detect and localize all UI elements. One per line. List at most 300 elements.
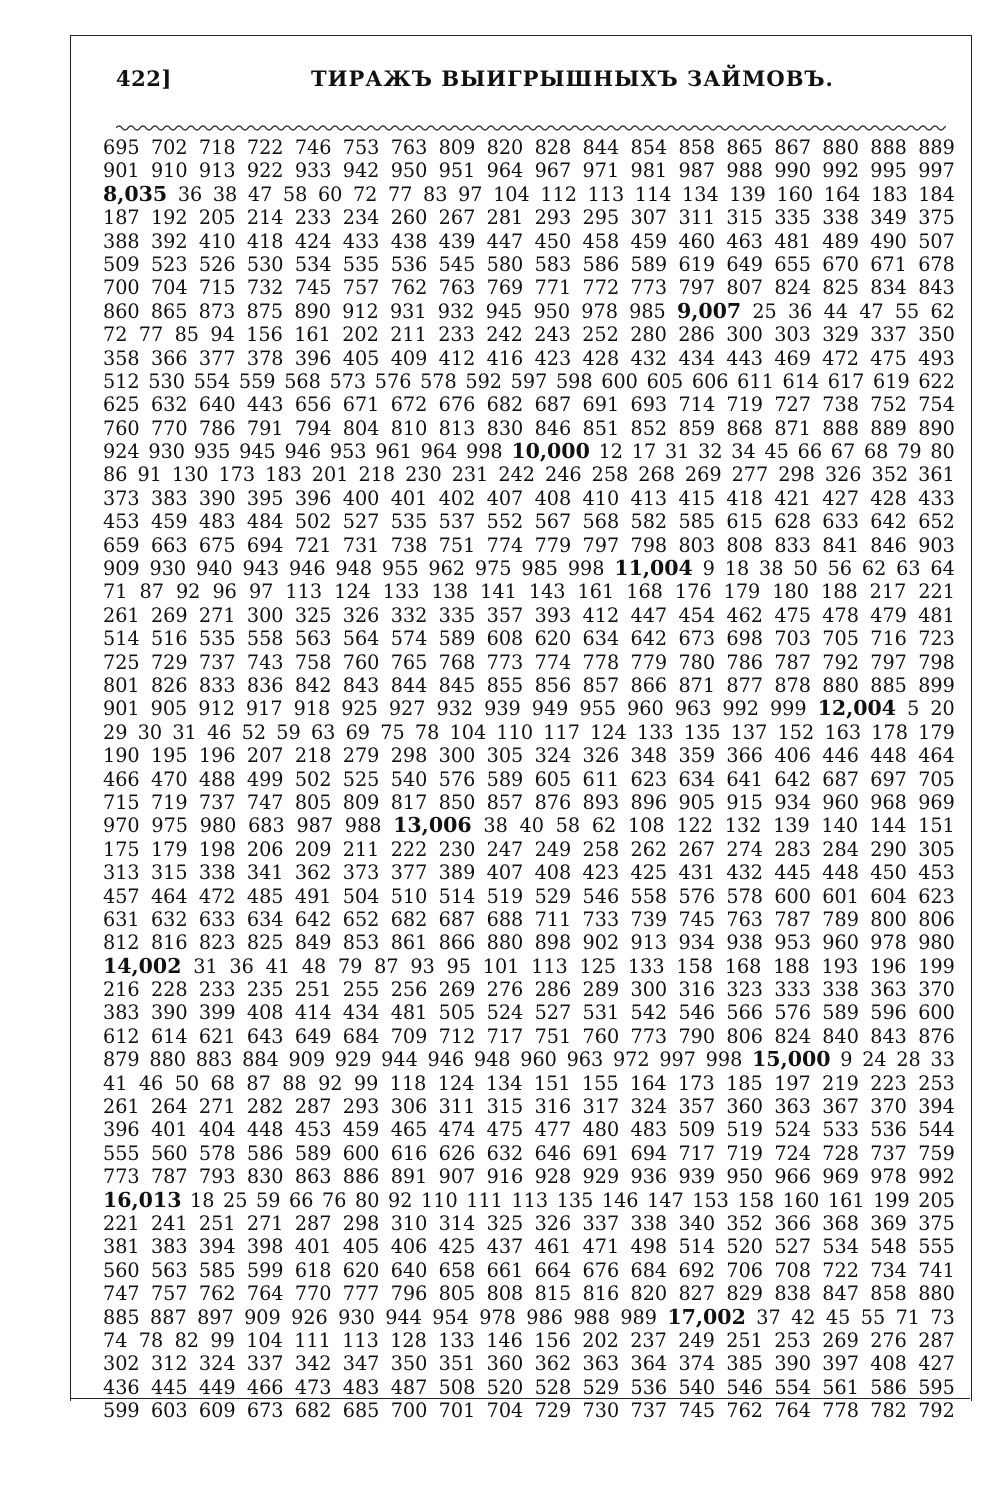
number-entry: 534	[294, 252, 332, 276]
number-entry: 614	[150, 1024, 188, 1048]
number-entry: 560	[103, 1258, 140, 1282]
number-entry: 530	[148, 369, 185, 393]
number-entry: 305	[918, 837, 955, 861]
number-entry: 760	[342, 650, 380, 674]
number-entry: 603	[150, 1399, 188, 1423]
number-entry: 450	[870, 861, 907, 885]
number-entry: 134	[682, 182, 719, 206]
number-entry: 507	[918, 229, 955, 253]
number-entry: 747	[103, 1282, 140, 1306]
number-entry: 757	[150, 1282, 188, 1306]
number-entry: 779	[630, 650, 668, 674]
number-entry: 216	[103, 978, 140, 1002]
number-entry: 954	[432, 1305, 469, 1329]
number-entry: 209	[294, 837, 332, 861]
number-entry: 729	[534, 1399, 572, 1423]
number-entry: 691	[582, 1141, 620, 1165]
number-entry: 436	[103, 1375, 140, 1399]
number-entry: 800	[870, 907, 907, 931]
number-entry: 960	[822, 790, 859, 814]
number-entry: 540	[390, 767, 428, 791]
number-entry: 843	[918, 276, 955, 300]
number-entry: 16,013	[103, 1187, 182, 1212]
number-entry: 219	[822, 1071, 859, 1095]
number-entry: 842	[294, 673, 332, 697]
number-entry: 705	[822, 627, 859, 651]
number-entry: 722	[822, 1258, 859, 1282]
number-entry: 986	[526, 1305, 563, 1329]
number-entry: 833	[198, 673, 236, 697]
number-entry: 857	[486, 790, 524, 814]
number-entry: 124	[437, 1071, 475, 1095]
number-entry: 335	[438, 603, 476, 627]
number-entry: 798	[630, 533, 668, 557]
number-entry: 967	[534, 159, 572, 183]
number-entry: 871	[774, 416, 811, 440]
number-entry: 246	[545, 463, 582, 487]
number-entry: 611	[737, 369, 774, 393]
number-row	[103, 393, 955, 416]
number-entry: 933	[294, 159, 332, 183]
number-entry: 71	[895, 1305, 920, 1329]
number-entry: 888	[870, 136, 907, 159]
number-entry: 612	[103, 1024, 140, 1048]
number-entry: 880	[822, 673, 859, 697]
number-entry: 939	[678, 1165, 716, 1189]
number-entry: 946	[288, 557, 326, 581]
number-entry: 568	[284, 369, 321, 393]
number-entry: 964	[420, 440, 458, 464]
number-entry: 672	[390, 393, 428, 417]
number-entry: 849	[294, 931, 332, 955]
number-entry: 418	[246, 229, 284, 253]
number-entry: 311	[678, 206, 716, 230]
number-row	[103, 1306, 955, 1329]
number-entry: 751	[534, 1024, 572, 1048]
number-entry: 199	[873, 1188, 910, 1212]
number-entry: 281	[486, 206, 524, 230]
number-entry: 337	[246, 1352, 284, 1376]
number-entry: 702	[150, 136, 188, 159]
number-entry: 325	[294, 603, 332, 627]
number-entry: 415	[678, 486, 716, 510]
number-entry: 36	[787, 299, 813, 323]
number-entry: 975	[474, 557, 512, 581]
number-entry: 233	[198, 978, 236, 1002]
number-entry: 560	[150, 1141, 188, 1165]
number-entry: 352	[726, 1211, 764, 1235]
number-entry: 158	[737, 1188, 775, 1212]
number-row	[103, 651, 955, 674]
number-entry: 287	[918, 1328, 955, 1352]
number-entry: 981	[630, 159, 668, 183]
number-entry: 298	[390, 744, 428, 768]
number-entry: 83	[423, 182, 448, 206]
number-entry: 276	[870, 1328, 907, 1352]
number-entry: 780	[678, 650, 716, 674]
number-entry: 992	[722, 697, 759, 721]
number-entry: 633	[198, 907, 236, 931]
number-entry: 485	[246, 884, 284, 908]
number-entry: 963	[566, 1048, 604, 1072]
number-entry: 448	[822, 861, 859, 885]
number-entry: 614	[782, 369, 820, 393]
number-entry: 237	[630, 1328, 667, 1352]
number-row	[103, 1282, 955, 1305]
number-entry: 512	[103, 369, 140, 393]
number-entry: 277	[731, 463, 769, 487]
number-entry: 773	[486, 650, 524, 674]
number-entry: 62	[591, 814, 617, 838]
number-entry: 405	[342, 1235, 380, 1259]
number-entry: 201	[311, 463, 349, 487]
number-entry: 632	[150, 393, 188, 417]
number-entry: 479	[870, 603, 907, 627]
number-entry: 887	[150, 1305, 187, 1329]
number-entry: 400	[342, 486, 380, 510]
number-entry: 888	[822, 416, 859, 440]
number-entry: 583	[534, 252, 572, 276]
number-entry: 747	[246, 790, 284, 814]
number-entry: 871	[678, 673, 716, 697]
number-entry: 596	[870, 1001, 907, 1025]
number-entry: 425	[438, 1235, 476, 1259]
number-entry: 589	[294, 1141, 332, 1165]
number-entry: 743	[246, 650, 284, 674]
number-entry: 769	[486, 276, 524, 300]
number-entry: 992	[822, 159, 859, 183]
number-row	[103, 417, 955, 440]
number-entry: 62	[930, 299, 955, 323]
number-entry: 427	[918, 1352, 955, 1376]
number-entry: 41	[103, 1071, 128, 1095]
number-entry: 540	[678, 1375, 716, 1399]
number-entry: 971	[582, 159, 620, 183]
number-entry: 924	[103, 440, 140, 464]
number-entry: 533	[822, 1118, 859, 1142]
number-entry: 737	[630, 1399, 668, 1423]
number-entry: 774	[486, 533, 524, 557]
number-entry: 217	[869, 580, 907, 604]
number-entry: 117	[543, 720, 580, 744]
number-entry: 46	[138, 1071, 164, 1095]
number-entry: 443	[726, 346, 764, 370]
number-entry: 252	[582, 323, 619, 347]
number-entry: 930	[149, 557, 187, 581]
number-entry: 287	[294, 1095, 332, 1119]
number-entry: 876	[534, 790, 572, 814]
number-entry: 673	[678, 627, 716, 651]
number-row	[103, 1352, 955, 1375]
number-entry: 326	[824, 463, 862, 487]
number-entry: 434	[342, 1001, 380, 1025]
number-entry: 998	[567, 557, 605, 581]
number-entry: 493	[918, 346, 955, 370]
number-entry: 280	[630, 323, 667, 347]
number-entry: 377	[198, 346, 236, 370]
number-entry: 269	[684, 463, 722, 487]
number-entry: 325	[486, 1211, 524, 1235]
number-entry: 555	[918, 1235, 955, 1259]
number-entry: 797	[678, 276, 716, 300]
number-entry: 972	[612, 1048, 650, 1072]
number-entry: 369	[870, 1211, 907, 1235]
number-entry: 978	[479, 1305, 516, 1329]
number-entry: 206	[246, 837, 284, 861]
number-entry: 357	[678, 1095, 716, 1119]
number-row	[103, 697, 955, 720]
number-entry: 853	[342, 931, 380, 955]
number-entry: 866	[630, 673, 668, 697]
number-entry: 350	[918, 323, 955, 347]
number-entry: 585	[198, 1258, 236, 1282]
number-entry: 326	[534, 1211, 572, 1235]
number-entry: 139	[773, 814, 810, 838]
number-entry: 134	[485, 1071, 523, 1095]
number-entry: 196	[198, 744, 236, 768]
number-entry: 315	[150, 861, 188, 885]
number-entry: 267	[678, 837, 716, 861]
number-entry: 787	[774, 650, 811, 674]
number-entry: 133	[627, 954, 665, 978]
number-entry: 891	[390, 1165, 428, 1189]
number-entry: 782	[870, 1399, 907, 1423]
number-entry: 29	[103, 720, 128, 744]
number-entry: 988	[726, 159, 764, 183]
number-entry: 390	[198, 486, 236, 510]
number-entry: 741	[918, 1258, 955, 1282]
number-entry: 840	[822, 1024, 859, 1048]
number-entry: 222	[390, 837, 428, 861]
page-number: 422]	[116, 66, 172, 91]
number-entry: 32	[698, 440, 723, 464]
number-entry: 778	[822, 1399, 859, 1423]
number-entry: 249	[678, 1328, 715, 1352]
number-entry: 770	[294, 1282, 332, 1306]
number-entry: 274	[726, 837, 764, 861]
number-entry: 768	[438, 650, 476, 674]
number-entry: 463	[726, 229, 764, 253]
number-entry: 179	[723, 580, 761, 604]
number-entry: 926	[291, 1305, 328, 1329]
number-entry: 375	[918, 206, 955, 230]
number-entry: 737	[198, 650, 236, 674]
number-entry: 823	[198, 931, 236, 955]
number-entry: 516	[150, 627, 188, 651]
number-entry: 88	[282, 1071, 307, 1095]
number-entry: 104	[493, 182, 530, 206]
number-entry: 447	[486, 229, 524, 253]
number-entry: 179	[150, 837, 188, 861]
number-entry: 850	[438, 790, 476, 814]
number-entry: 717	[486, 1024, 524, 1048]
number-entry: 546	[678, 1001, 716, 1025]
number-entry: 366	[150, 346, 188, 370]
number-entry: 631	[103, 907, 140, 931]
number-entry: 536	[630, 1375, 668, 1399]
number-entry: 211	[342, 837, 380, 861]
number-entry: 865	[726, 136, 764, 159]
number-entry: 752	[870, 393, 907, 417]
number-entry: 55	[860, 1305, 886, 1329]
number-entry: 718	[198, 136, 236, 159]
number-entry: 830	[246, 1165, 284, 1189]
number-entry: 293	[534, 206, 572, 230]
number-entry: 796	[390, 1282, 428, 1306]
number-entry: 729	[150, 650, 188, 674]
number-entry: 825	[822, 276, 859, 300]
number-entry: 338	[630, 1211, 668, 1235]
number-entry: 427	[822, 486, 859, 510]
number-entry: 124	[334, 580, 371, 604]
number-entry: 101	[482, 954, 520, 978]
number-entry: 642	[294, 907, 332, 931]
number-entry: 698	[726, 627, 764, 651]
number-entry: 363	[774, 1095, 811, 1119]
number-entry: 63	[896, 557, 921, 581]
number-entry: 773	[630, 1024, 668, 1048]
number-entry: 406	[390, 1235, 428, 1259]
number-entry: 298	[342, 1211, 380, 1235]
number-entry: 866	[438, 931, 476, 955]
number-entry: 368	[822, 1211, 859, 1235]
number-entry: 609	[198, 1399, 236, 1423]
number-entry: 812	[103, 931, 140, 955]
number-entry: 408	[534, 861, 572, 885]
number-entry: 205	[198, 206, 236, 230]
number-entry: 905	[150, 697, 188, 721]
number-entry: 526	[198, 252, 236, 276]
number-entry: 598	[555, 369, 593, 393]
number-entry: 374	[678, 1352, 716, 1376]
number-entry: 950	[533, 299, 571, 323]
number-entry: 465	[390, 1118, 428, 1142]
number-entry: 230	[438, 837, 476, 861]
bottom-rule	[70, 1398, 970, 1399]
number-entry: 326	[582, 744, 620, 768]
number-entry: 701	[438, 1399, 476, 1423]
number-entry: 916	[486, 1165, 524, 1189]
number-row	[103, 534, 955, 557]
number-entry: 885	[103, 1305, 140, 1329]
number-entry: 642	[630, 627, 668, 651]
number-entry: 514	[678, 1235, 716, 1259]
number-entry: 544	[918, 1118, 955, 1142]
number-entry: 487	[390, 1375, 428, 1399]
number-entry: 286	[534, 978, 572, 1002]
number-entry: 404	[198, 1118, 236, 1142]
number-entry: 704	[150, 276, 188, 300]
number-entry: 632	[150, 907, 188, 931]
number-entry: 68	[863, 440, 889, 464]
number-entry: 300	[246, 603, 284, 627]
number-entry: 918	[293, 697, 331, 721]
number-entry: 13,006	[393, 813, 472, 838]
number-entry: 390	[150, 1001, 188, 1025]
number-entry: 73	[930, 1305, 955, 1329]
number-entry: 233	[438, 323, 475, 347]
number-entry: 351	[438, 1352, 476, 1376]
number-entry: 502	[294, 510, 332, 534]
number-entry: 428	[870, 486, 907, 510]
number-entry: 459	[342, 1118, 380, 1142]
number-entry: 269	[150, 603, 188, 627]
number-entry: 574	[390, 627, 428, 651]
number-entry: 184	[918, 182, 955, 206]
number-entry: 9	[702, 557, 715, 581]
number-entry: 692	[678, 1258, 716, 1282]
number-entry: 589	[630, 252, 668, 276]
number-entry: 233	[294, 206, 332, 230]
number-entry: 287	[294, 1211, 332, 1235]
number-entry: 838	[774, 1282, 811, 1306]
number-entry: 235	[246, 978, 284, 1002]
number-entry: 745	[678, 907, 716, 931]
number-entry: 137	[730, 720, 768, 744]
number-entry: 658	[438, 1258, 476, 1282]
number-entry: 661	[486, 1258, 524, 1282]
number-row	[103, 230, 955, 253]
number-entry: 401	[150, 1118, 188, 1142]
number-entry: 91	[137, 463, 162, 487]
number-entry: 586	[582, 252, 620, 276]
number-entry: 820	[630, 1282, 668, 1306]
number-entry: 483	[342, 1375, 380, 1399]
number-entry: 146	[601, 1188, 639, 1212]
number-entry: 283	[774, 837, 811, 861]
number-entry: 856	[534, 673, 572, 697]
number-entry: 396	[103, 1118, 140, 1142]
number-entry: 528	[534, 1375, 572, 1399]
number-entry: 687	[438, 907, 476, 931]
number-entry: 527	[774, 1235, 811, 1259]
number-entry: 428	[582, 346, 620, 370]
number-entry: 625	[103, 393, 140, 417]
number-entry: 256	[390, 978, 428, 1002]
number-entry: 580	[486, 252, 524, 276]
number-entry: 727	[774, 393, 811, 417]
number-entry: 599	[246, 1258, 284, 1282]
number-entry: 843	[342, 673, 380, 697]
number-entry: 31	[193, 954, 218, 978]
running-header	[71, 64, 971, 94]
number-entry: 505	[438, 1001, 476, 1025]
number-entry: 764	[246, 1282, 284, 1306]
number-entry: 130	[171, 463, 209, 487]
number-entry: 341	[246, 861, 284, 885]
number-entry: 38	[759, 557, 784, 581]
number-entry: 168	[626, 580, 663, 604]
number-entry: 676	[582, 1258, 620, 1282]
number-entry: 44	[823, 299, 849, 323]
number-entry: 880	[149, 1048, 186, 1072]
number-entry: 398	[246, 1235, 284, 1259]
number-entry: 962	[428, 557, 466, 581]
number-row	[103, 463, 955, 486]
number-entry: 737	[870, 1141, 907, 1165]
number-entry: 855	[486, 673, 524, 697]
number-entry: 47	[859, 299, 884, 323]
number-entry: 342	[294, 1352, 332, 1376]
number-entry: 94	[210, 323, 235, 347]
number-entry: 733	[582, 907, 620, 931]
number-entry: 82	[174, 1328, 200, 1352]
number-entry: 231	[451, 463, 489, 487]
number-entry: 77	[388, 182, 413, 206]
number-entry: 490	[870, 229, 907, 253]
number-entry: 852	[630, 416, 668, 440]
number-entry: 112	[540, 182, 577, 206]
